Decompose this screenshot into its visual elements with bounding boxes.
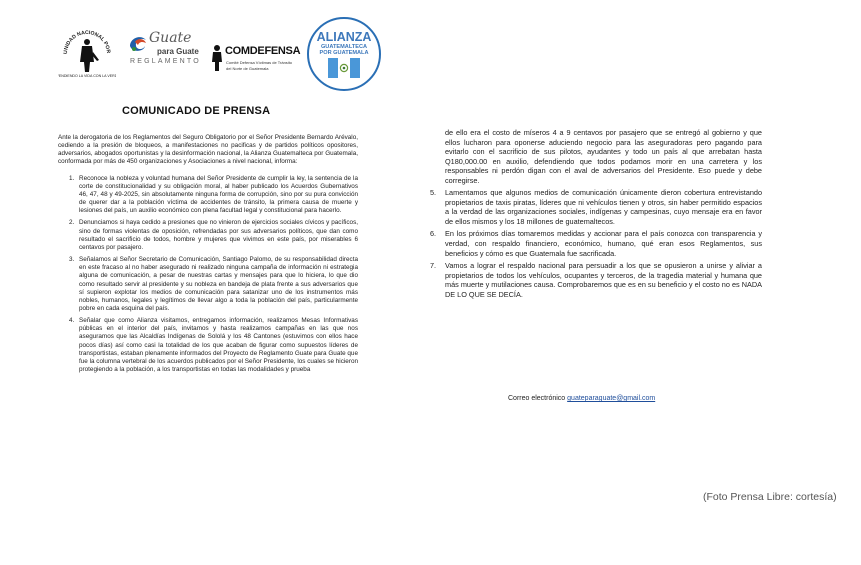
- comdefensa-logo: [210, 42, 302, 76]
- list-item: [430, 229, 762, 258]
- svg-text:UNIDAD NACIONAL POR LAS VICTIM: UNIDAD NACIONAL POR: [62, 29, 112, 55]
- list-item-text: Reconoce la nobleza y voluntad humana del Señor Presidente de cumplir la ley, la sentencia de la corte de constitucionalidad y su obligación moral, al haber publicado los Acuerdos Gubernativos 46, 47, 48 y 49-2025, sin absolutamente ninguna forma de corrupción, sino por su pura convicción de querer dar a la población víctima de accidentes de tránsito, la primera causa de muerte y lesiones del país, un auxilio económico con plena facultad legal y constitucional para hacerlo.: [79, 174, 358, 215]
- list-item-number: 2.: [69, 219, 75, 227]
- list-item-text: Señalamos al Señor Secretario de Comunicación, Santiago Palomo, de su responsabilidad directa en este fracaso al no haber asegurado ni realizado ninguna campaña de información ni estrategia alguna de comunicación, a pesar de nuestras cartas y mensajes para que lo hiciera, lo que dio como resultado servir al presidente y su nobleza en bandeja de plata frente a sus adversarios que sí supieron explotar los medios de comunicación para satanizar uno de los instrumentos más nobles, humanos, legales y legítimos de llevar algo a toda la población del país, particularmente pobre en cada esquina del país.: [79, 256, 358, 312]
- list-item-number: 7.: [430, 261, 437, 271]
- left-column: [58, 134, 358, 378]
- guate-logo-word: Guate: [149, 30, 192, 46]
- list-item-text: Lamentamos que algunos medios de comunicación únicamente dieron cobertura entrevistando propietarios de taxis piratas, líderes que ni vehículos tienen y otros, sin haber permitido espacios a la verdad de las organizaciones sociales, indígenas y campesinas, cuyo mensaje era en favor de ellos mismos y los 18 millones de guatemaltecos.: [445, 188, 762, 226]
- alianza-logo: [306, 16, 382, 92]
- list-item: [430, 188, 762, 226]
- list-item-text: En los próximos días tomaremos medidas y accionar para el país conozca con transparencia y verdad, con respaldo financiero, económico, humano, qué eran esos Reglamentos, sus beneficios y cómo es que Guatemala fue sacrificada.: [445, 229, 762, 258]
- svg-text:POR GUATEMALA: POR GUATEMALA: [319, 50, 369, 56]
- svg-text:DEFENDIENDO LA VIDA CON LA VER: ENDIENDO LA VIDA CON LA VER: [58, 74, 115, 78]
- list-item-number: 6.: [430, 229, 437, 239]
- list-item-text: Señalar que como Alianza visitamos, entregamos información, realizamos Mesas Informativas públicas en el interior del país, invitamos y hasta realizamos campañas en las que nos aseguramos que las Alcaldías Indígenas de Sololá y los 48 Cantones (estuvimos con ellos hace pocos días) así como casi la totalidad de los que acaban de figurar como supuestos líderes de transportistas, estaban plenamente informados del Proyecto de Reglamento Guate para Guate que fue la columna vertebral de los acuerdos publicados por el Señor Presidente, los cuales se hicieron protegiendo a la población, a los transportistas en todas las modalidades y prueba: [79, 317, 358, 374]
- email-link[interactable]: guateparaguate@gmail.com: [567, 395, 656, 402]
- list-item-number: 1.: [69, 174, 75, 182]
- swirl-mark-icon: [127, 32, 149, 54]
- svg-text:ALIANZA: ALIANZA: [316, 30, 372, 44]
- comdefensa-name: COMDEFENSA: [225, 45, 301, 57]
- comdefensa-tagline-2: del Norte de Guatemala: [226, 66, 269, 71]
- list-item-text: Vamos a lograr el respaldo nacional para persuadir a los que se opusieron a unirse y aliviar a propietarios de todos los vehículos, ocupantes y terceros, de la tragedia material y humana que más muerte y mutilaciones causa. Comprobaremos que es en su beneficio y el costo no es NADA DE LO QUE SE DECÍA.: [445, 261, 762, 299]
- list-item: [58, 175, 358, 216]
- list-item-number: 5.: [430, 188, 437, 198]
- person-silhouette-icon: [210, 44, 224, 72]
- email-label: Correo electrónico: [508, 395, 566, 402]
- numbered-list-left: [58, 175, 358, 375]
- list-item-text: Denunciamos si haya cedido a presiones que no vinieron de ejercicios sociales cívicos y pacíficos, sino de formas violentas de oposición, refrendadas por sus adversarios políticos, que dan como resultado el sacrificio de todos, hombre y mujeres que vivimos en este país, por miserables 6 centavos por pasajero.: [79, 219, 358, 251]
- list-item-number: 3.: [69, 256, 75, 264]
- numbered-list-right: [430, 188, 762, 299]
- silhouette-figure-icon: [58, 22, 116, 84]
- list-item: [430, 261, 762, 299]
- list-item-number: 4.: [69, 317, 75, 325]
- right-column: [430, 128, 762, 302]
- guatemala-flag-icon: [328, 58, 360, 78]
- intro-paragraph: Ante la derogatoria de los Reglamentos del Seguro Obligatorio por el Señor Presidente Bernardo Arévalo, cediendo a la presión de bloqueos, a manifestaciones no pacificas y de partidos políticos opositores, adversarios, abogados oportunistas y la desinformación nacional, la Alianza Guatemalteca por Guatemala, conformada por más de 450 organizaciones y Asociaciones a nivel nacional, informa:: [58, 134, 358, 166]
- guate-logo-subword: para Guate: [157, 47, 199, 56]
- svg-text:GUATEMALTECA: GUATEMALTECA: [320, 44, 368, 50]
- press-release-title: COMUNICADO DE PRENSA: [122, 105, 271, 117]
- victimas-transito-logo: [58, 22, 116, 84]
- photo-credit: (Foto Prensa Libre: cortesía): [703, 491, 837, 503]
- comdefensa-tagline: Comité Defensa Víctimas de Tránsito: [226, 60, 293, 65]
- list-item: [58, 317, 358, 374]
- list-item: [58, 219, 358, 252]
- contact-email-line: [508, 395, 655, 402]
- list-item: [58, 256, 358, 313]
- item-4-continuation: de ello era el costo de míseros 4 a 9 centavos por pasajero que se entregó al gobierno y que ellos lucharon para oponerse aduciendo negocio para las aseguradoras pero pagando para evitarlo con el sacrificio de sus pilotos, ayudantes y todo un país al que arrebatan hasta Q180,000.00 en auxilio, defendiendo que todos podamos morir en una carretera y los responsables ni perdón digan con el aval de adversarios del Presidente. Eso puede y debe corregirse.: [445, 128, 762, 185]
- guate-para-guate-logo: [127, 28, 199, 70]
- guate-logo-reglamento: REGLAMENTO: [130, 58, 201, 65]
